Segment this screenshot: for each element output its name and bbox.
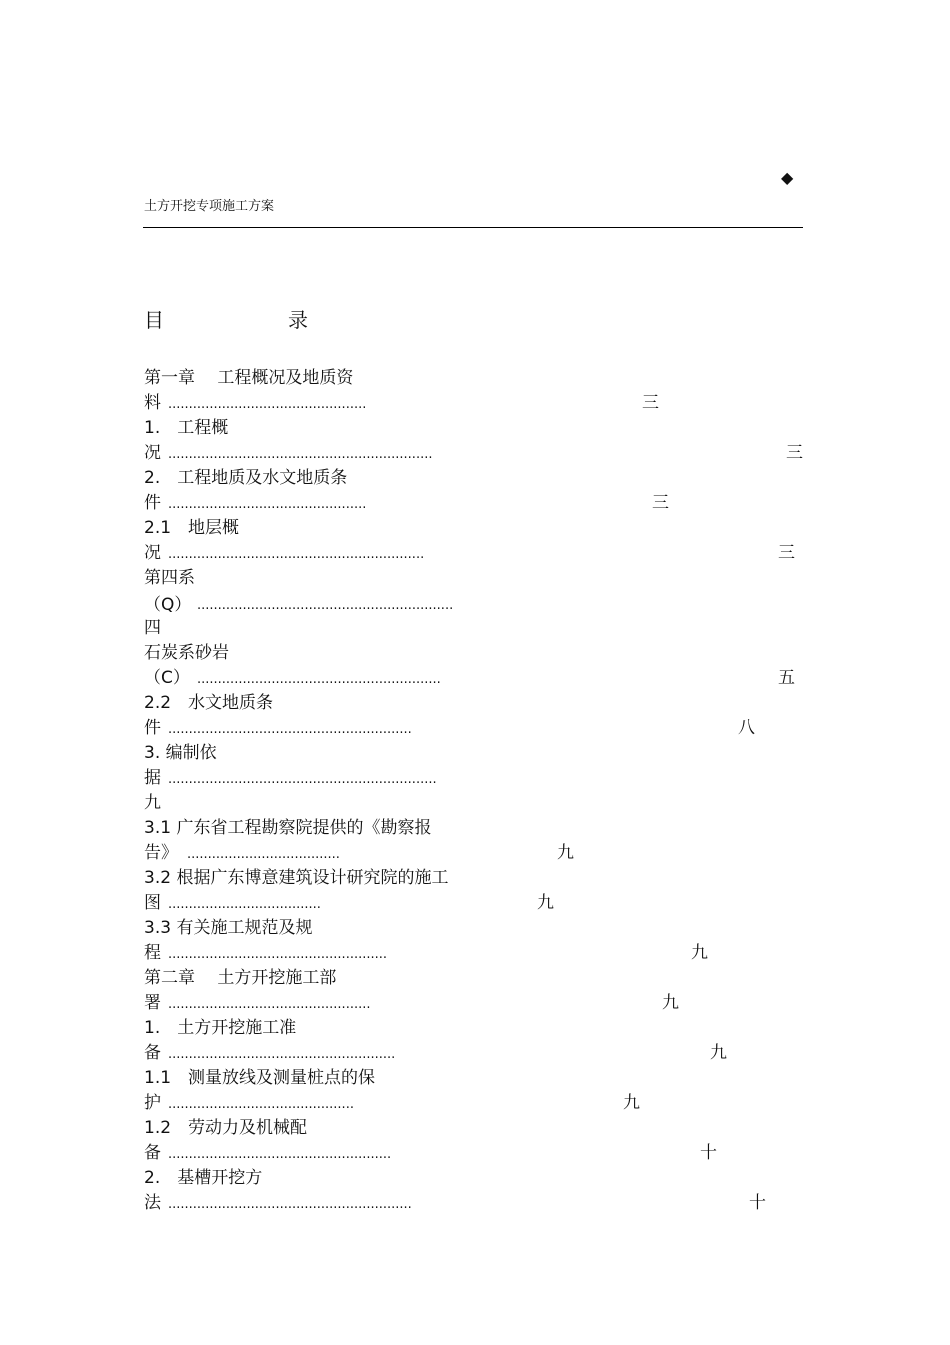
toc-line: 1. 工程概 [144,418,229,438]
toc-line: 况 [144,543,161,563]
toc-line: 3. 编制依 [144,743,217,763]
toc-line: （Q） [144,595,192,615]
toc-line: 2. 基槽开挖方 [144,1168,263,1188]
diamond-marker-icon: ◆ [781,168,794,187]
toc-page-number: 十 [749,1193,766,1213]
toc-page-number: 九 [557,843,574,863]
toc-line: 2. 工程地质及水文地质条 [144,468,348,488]
toc-line: 2.1 地层概 [144,518,240,538]
toc-line: 件 [144,493,161,513]
toc-page-number: 三 [786,443,803,463]
toc-leader-dots: ....................................................... [168,1047,396,1062]
toc-line: 况 [144,443,161,463]
toc-line: 件 [144,718,161,738]
toc-leader-dots: ............................................. [168,1097,354,1112]
toc-line: 3.1 广东省工程勘察院提供的《勘察报 [144,818,432,838]
toc-leader-dots: ........................................................... [168,1197,412,1212]
toc-page-number: 五 [778,668,795,688]
toc-page-number: 九 [710,1043,727,1063]
toc-line: 九 [144,793,161,813]
toc-leader-dots: ...................................................... [168,1147,392,1162]
toc-page-number: 九 [537,893,554,913]
toc-leader-dots: ................................................ [168,497,367,512]
toc-line: 料 [144,393,161,413]
toc-heading-char-1: 目 [144,308,164,332]
toc-line: 署 [144,993,161,1013]
toc-leader-dots: .............................................................. [197,598,454,613]
toc-line: 第一章 工程概况及地质资 [144,368,354,388]
toc-page-number: 三 [652,493,669,513]
toc-leader-dots: ........................................................... [168,722,412,737]
toc-line: 备 [144,1043,161,1063]
toc-line: 告》 [144,843,178,863]
toc-page-number: 三 [778,543,795,563]
toc-line: 备 [144,1143,161,1163]
document-header-title: 土方开挖专项施工方案 [144,199,275,214]
toc-line: 1.1 测量放线及测量桩点的保 [144,1068,376,1088]
toc-line: （C） [144,668,190,688]
toc-line: 第四系 [144,568,195,588]
toc-line: 1. 土方开挖施工准 [144,1018,297,1038]
toc-line: 程 [144,943,161,963]
toc-line: 2.2 水文地质条 [144,693,274,713]
toc-leader-dots: ..................................... [168,897,321,912]
toc-line: 据 [144,768,161,788]
toc-page-number: 九 [691,943,708,963]
toc-page-number: 八 [738,718,755,738]
header-rule [143,227,803,228]
toc-line: 第二章 土方开挖施工部 [144,968,337,988]
toc-leader-dots: ..................................................... [168,947,388,962]
toc-leader-dots: ................................................. [168,997,371,1012]
toc-line: 3.2 根据广东博意建筑设计研究院的施工 [144,868,449,888]
toc-leader-dots: ................................................ [168,397,367,412]
toc-page-number: 十 [700,1143,717,1163]
toc-leader-dots: ........................................................... [197,672,441,687]
toc-line: 法 [144,1193,161,1213]
toc-line: 3.3 有关施工规范及规 [144,918,313,938]
toc-leader-dots: ..................................... [187,847,340,862]
toc-line: 石炭系砂岩 [144,643,229,663]
toc-page-number: 九 [623,1093,640,1113]
toc-heading [144,304,308,333]
toc-page-number: 三 [642,393,659,413]
toc-leader-dots: .............................................................. [168,547,425,562]
toc-heading-char-2: 录 [288,308,308,332]
toc-page-number: 九 [662,993,679,1013]
toc-leader-dots: ................................................................. [168,772,437,787]
toc-line: 四 [144,618,161,638]
toc-line: 护 [144,1093,161,1113]
toc-leader-dots: ................................................................ [168,447,433,462]
toc-line: 1.2 劳动力及机械配 [144,1118,308,1138]
toc-line: 图 [144,893,161,913]
